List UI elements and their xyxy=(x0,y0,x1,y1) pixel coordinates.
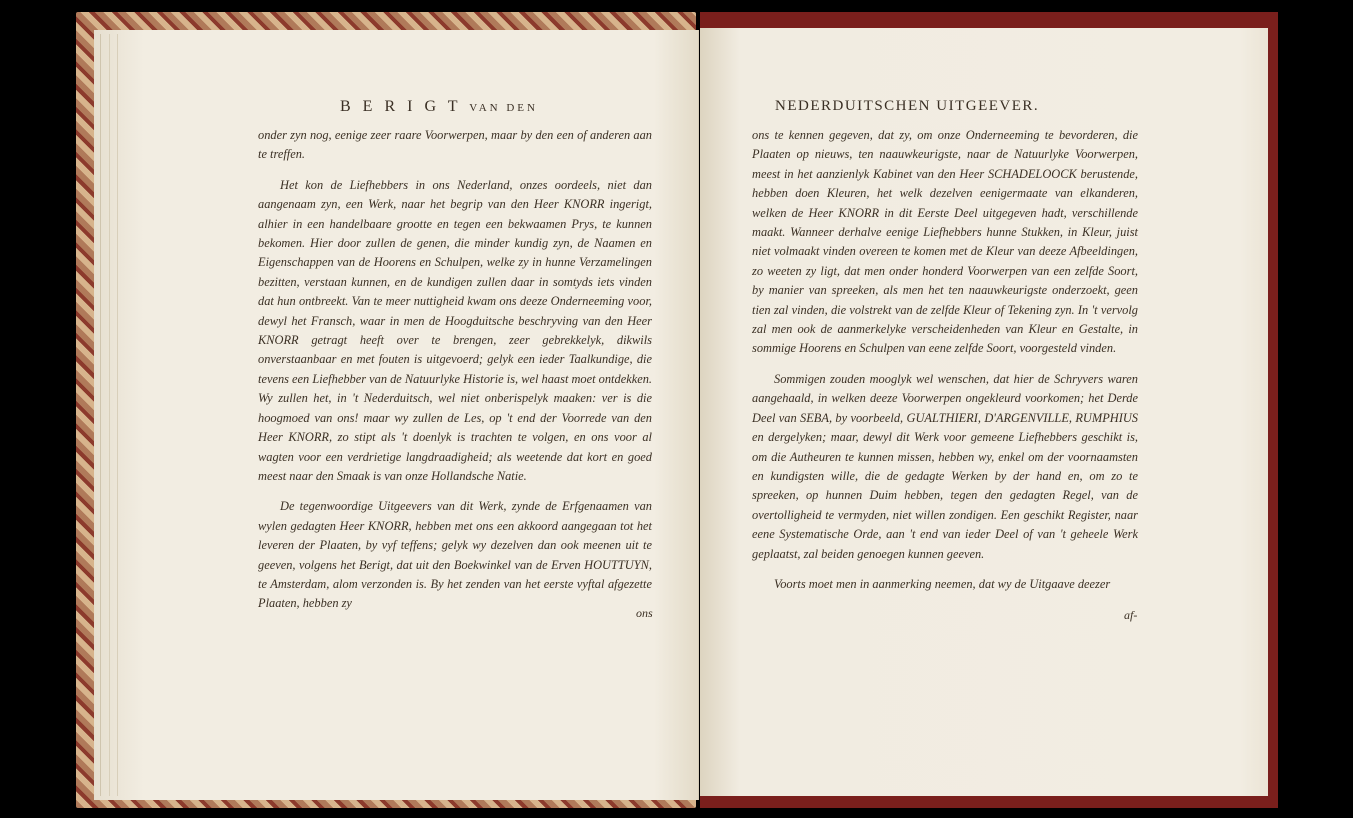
right-page-text xyxy=(752,126,1138,605)
paragraph: Het kon de Liefhebbers in ons Nederland, onzes oordeels, niet dan aangenaam zyn, een Werk, naar het begrip van den Heer KNORR ingerigt, alhier in een handelbaare grootte en tegen een bekwaamen Prys, te kunnen bekomen. Hier door zullen de genen, die minder kundig zyn, de Naamen en Eigenschappen van de Hoorens en Schulpen, welke zy in hunne Verzamelingen bezitten, verstaan kunnen, en de kundigen zullen daar in somtyds iets vinden dat hun ontbreekt. Van te meer nuttigheid kwam ons deeze Onderneeming voor, dewyl het Fransch, waar in men de Hoogduitsche beschryving van den Heer KNORR getragt heeft over te brengen, zeer gebrekkelyk, dikwils onverstaanbaar en met fouten is uitgevoerd; gelyk een ieder Taalkundige, die tevens een Liefhebber van de Natuurlyke Historie is, wel haast moet ontdekken. Wy zullen het, in 't Nederduitsch, wel niet onberispelyk maaken: ver is die hoogmoed van ons! maar wy zullen de Les, op 't end der Voorrede van den Heer KNORR, zo stipt als 't doenlyk is trachten te volgen, en ons voor al wagten voor een verdrietige langdraadigheid; als weetende dat kort en goed meest naar den Smaak is van onze Hollandsche Natie. xyxy=(258,177,652,483)
paragraph: Sommigen zouden mooglyk wel wenschen, dat hier de Schryvers waren aangehaald, in welken deeze Voorwerpen ongekleurd voorkomen; het Derde Deel van SEBA, by voorbeeld, GUALTHIERI, D'ARGENVILLE, RUMPHIUS en dergelyken; maar, dewyl dit Werk voor gemeene Liefhebbers geschikt is, om die Autheuren te kunnen missen, hebben wy, enkel om der voornaamsten en kundigsten wille, die de gedagte Werken by der hand en, om zo te spreeken, op hunnen Duim hebben, tegen den gedagten Regel, van de overtolligheid te vermyden, niet willen zondigen. Een geschikt Register, naar eene Systematische Orde, aan 't end van ieder Deel of van 't geheele Werk geplaatst, zal beiden genoegen kunnen geeven. xyxy=(752,371,1138,561)
paragraph: Voorts moet men in aanmerking neemen, dat wy de Uitgaave deezer xyxy=(774,576,1111,591)
left-page-header xyxy=(340,98,538,116)
page-edges xyxy=(100,34,141,796)
paragraph: De tegenwoordige Uitgeevers van dit Werk, zynde de Erfgenaamen van wylen gedagten Heer KNORR, hebben met ons een akkoord aangegaan tot het leveren der Plaaten, by vyf teffens; gelyk wy dezelven dan ook meenen uit te geeven, volgens het Berigt, dat uit den Boekwinkel van de Erven HOUTTUYN, te Amsterdam, alom verzonden is. By het zenden van het eerste vyftal afgezette Plaaten, hebben zy xyxy=(258,499,652,611)
header-main: B E R I G T xyxy=(340,98,462,115)
header-small: VAN DEN xyxy=(469,102,538,114)
paragraph: onder zyn nog, eenige zeer raare Voorwerpen, maar by den een of anderen aan te treffen. xyxy=(258,128,652,162)
catchword-left: ons xyxy=(636,606,653,620)
left-page-text xyxy=(258,126,652,625)
right-page-header: NEDERDUITSCHEN UITGEEVER. xyxy=(775,98,1040,114)
paragraph: ons te kennen gegeven, dat zy, om onze Onderneeming te bevorderen, die Plaaten op nieuws, ten naauwkeurigste, naar de Natuurlyke Voorwerpen, meest in het aanzienlyk Kabinet van den Heer SCHADELOOCK berustende, hebben doen Kleuren, het welk dezelven eenigermaate van elkanderen, welken de Heer KNORR in dit Eerste Deel uitgegeven hadt, verschillende maakt. Wanneer derhalve eenige Liefhebbers hunne Stukken, in Kleur, juist niet volmaakt vinden overeen te komen met de Kleur van deeze Afbeeldingen, zo weeten zy ligt, dat men onder honderd Voorwerpen van een zelfde Soort, by manier van spreeken, als men het ten naauwkeurigste onderzoekt, geen tien zal vinden, die volstrekt van de zelfde Kleur of Tekening zyn. In 't vervolg zal men ook de aanmerkelyke verscheidenheden van Kleur en Gestalte, in sommige Hoorens en Schulpen van eene zelfde Soort, voorgesteld vinden. xyxy=(752,128,1138,356)
catchword-right: af- xyxy=(1124,608,1138,622)
